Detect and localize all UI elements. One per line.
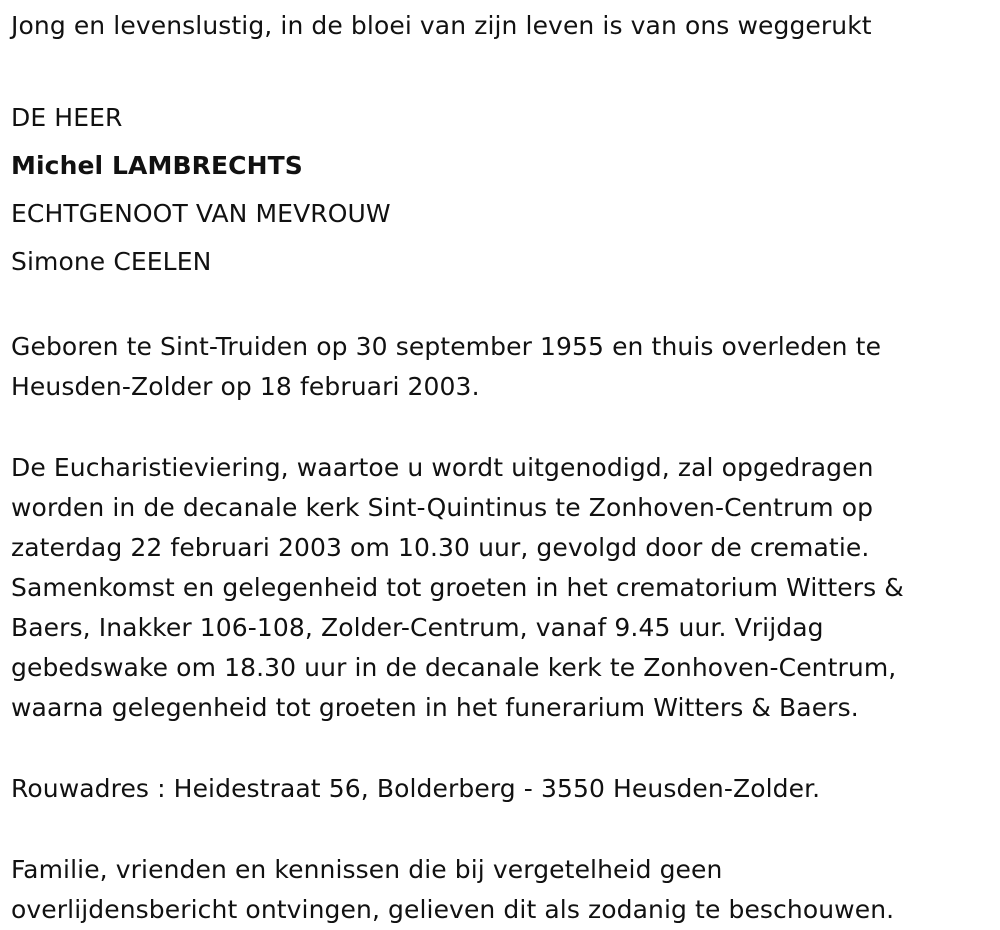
paragraph-line: Baers, Inakker 106-108, Zolder-Centrum, vanaf 9.45 uur. Vrijdag (11, 613, 824, 642)
paragraph-line: gebedswake om 18.30 uur in de decanale kerk te Zonhoven-Centrum, (11, 653, 897, 682)
intro-line: Jong en levenslustig, in de bloei van zijn leven is van ons weggerukt (11, 11, 872, 40)
spacer (11, 809, 986, 850)
paragraph-line: Geboren te Sint-Truiden op 30 september 1955 en thuis overleden te (11, 332, 882, 361)
deceased-name: Michel LAMBRECHTS (11, 151, 303, 180)
spouse-name: Simone CEELEN (11, 247, 212, 276)
spouse-relation: ECHTGENOOT VAN MEVROUW (11, 199, 391, 228)
paragraph-line: Familie, vrienden en kennissen die bij vergetelheid geen (11, 855, 723, 884)
salutation: DE HEER (11, 103, 123, 132)
spacer (11, 46, 986, 94)
obituary-notice (11, 6, 986, 930)
spacer (11, 286, 986, 327)
mourning-address-paragraph (11, 769, 986, 809)
closing-paragraph (11, 850, 986, 930)
mourning-address: Rouwadres : Heidestraat 56, Bolderberg - 3550 Heusden-Zolder. (11, 774, 821, 803)
birth-death-paragraph (11, 327, 986, 407)
spacer (11, 407, 986, 448)
paragraph-line: Samenkomst en gelegenheid tot groeten in het crematorium Witters & (11, 573, 904, 602)
ceremony-paragraph (11, 448, 986, 728)
paragraph-line: zaterdag 22 februari 2003 om 10.30 uur, gevolgd door de crematie. (11, 533, 870, 562)
paragraph-line: De Eucharistieviering, waartoe u wordt uitgenodigd, zal opgedragen (11, 453, 874, 482)
paragraph-line: overlijdensbericht ontvingen, gelieven dit als zodanig te beschouwen. (11, 895, 895, 924)
paragraph-line: waarna gelegenheid tot groeten in het funerarium Witters & Baers. (11, 693, 859, 722)
paragraph-line: worden in de decanale kerk Sint-Quintinus te Zonhoven-Centrum op (11, 493, 874, 522)
spacer (11, 728, 986, 769)
paragraph-line: Heusden-Zolder op 18 februari 2003. (11, 372, 480, 401)
